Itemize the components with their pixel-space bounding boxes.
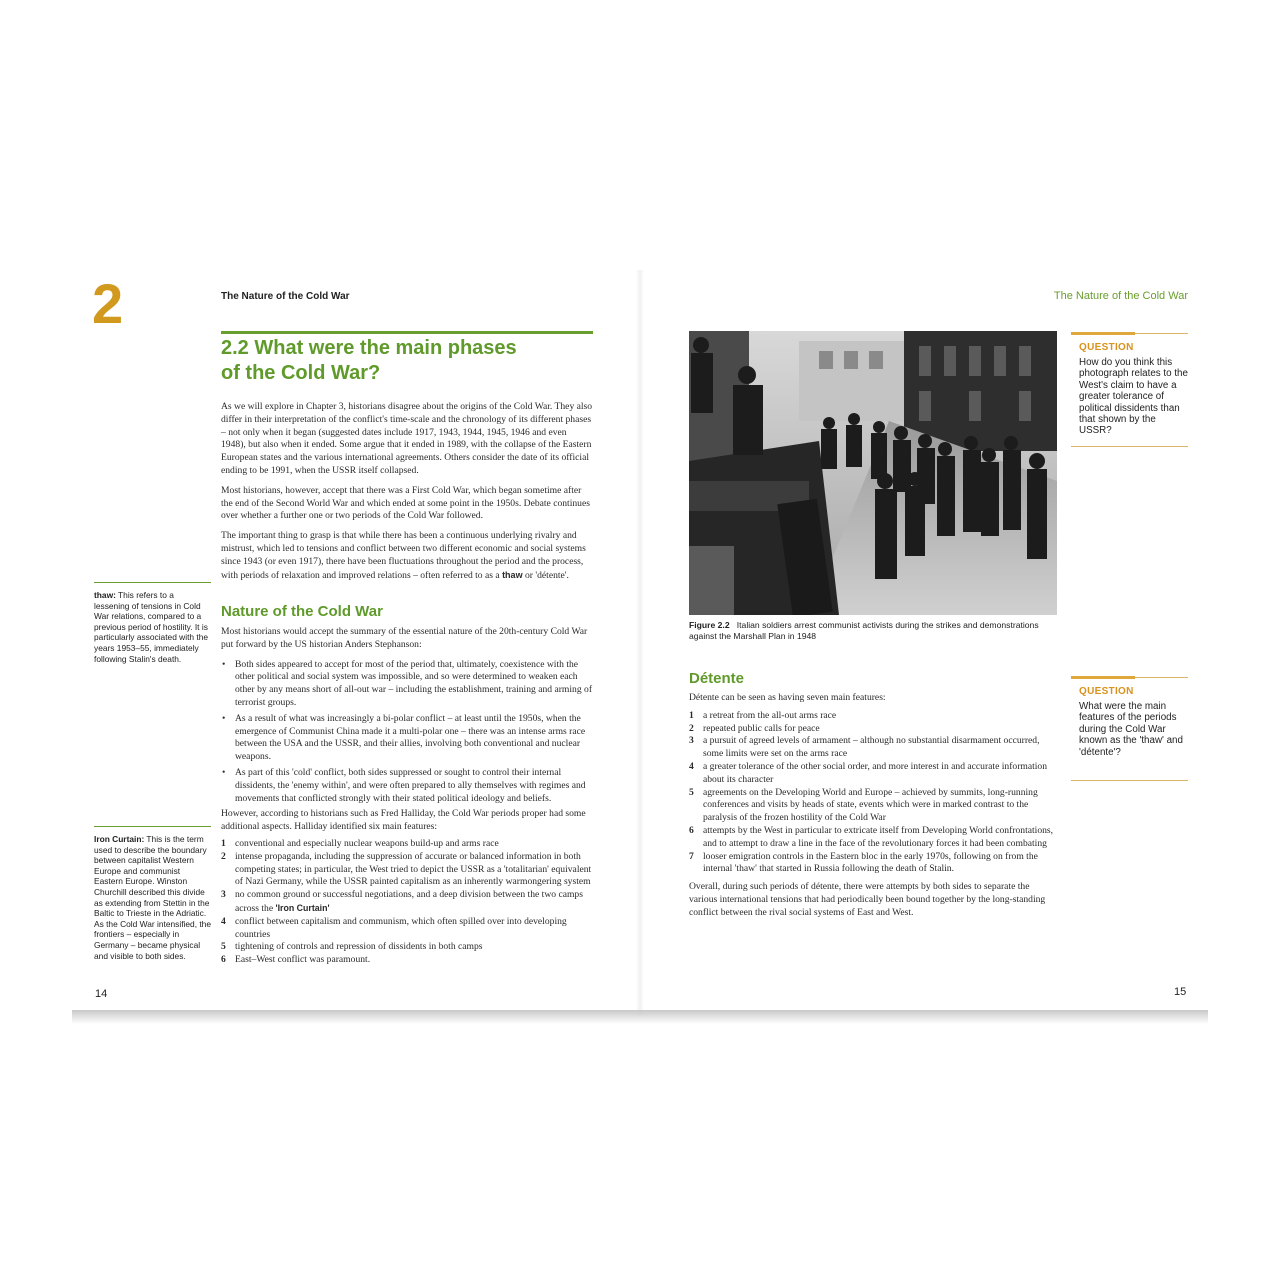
question-heading: QUESTION [1079,686,1134,697]
list-number: 7 [689,850,694,862]
list-text: repeated public calls for peace [703,722,820,734]
paragraph: As we will explore in Chapter 3, historians disagree about the origins of the Cold War. They also differ in their interpretation of the conflict's time-scale and the chronology of its different phases – not only when it began (suggested dates include 1917, 1943, 1944, 1945, 1946 and even 1948), but also when it ended. Some argue that it ended in 1989, with the collapse of the Eastern European states and the various international agreements. Others consider the date of its official ending to be 1991, when the USSR itself collapsed. [221,401,593,476]
list-item [221,838,593,851]
note-term: Iron Curtain: [94,834,145,844]
question-heading: QUESTION [1079,342,1134,353]
list-item [221,851,593,889]
note-rule [94,582,211,583]
page-bottom-shadow [72,1010,1208,1024]
list-number: 1 [689,709,694,721]
question-text: How do you think this photograph relates to the West's claim to have a greater tolerance of political dissidents than that shown by the USSR? [1079,357,1188,437]
figure-label: Figure 2.2 [689,620,730,630]
question-bar [1071,332,1135,335]
list-text: tightening of controls and repression of dissidents in both camps [235,941,483,953]
running-head-right: The Nature of the Cold War [1053,290,1188,302]
list-text: intense propaganda, including the suppression of accurate or balanced information in both competing states; in particular, the West tried to depict the USSR as a 'totalitarian' equivalent of Nazi Germany, while the USSR painted capitalism as an inherently warmongering system [235,850,592,888]
list-item [221,916,593,942]
intro-text [221,401,593,589]
detente-intro: Détente can be seen as having seven main features: [689,692,886,703]
bullet-list [221,659,593,806]
list-number: 6 [221,954,226,966]
list-text: looser emigration controls in the Eastern bloc in the early 1970s, following on from the internal 'thaw' that started in Russia following the death of Stalin. [703,850,1038,875]
photo-illustration [689,331,1057,615]
list-item [689,851,1059,877]
page-number-left: 14 [95,988,108,1000]
list-item [689,710,1059,723]
bullet-item: • Both sides appeared to accept for most of the period that, ultimately, coexistence with the other political and social system was impossible, and so were determined to weaken each other by any means short of all-out war – including the establishment, training and arming of terrorist groups. [221,659,593,710]
thaw-tail: or 'détente'. [522,569,569,581]
list-item [689,735,1059,761]
list-number: 4 [221,915,226,927]
bullet-item: • As a result of what was increasingly a bi-polar conflict – at least until the 1950s, when the emergence of Communist China made it a multi-polar one – there was an intense arms race between the USA and the USSR, and their allies, involving both conventional and nuclear weapons. [221,713,593,764]
list-text: East–West conflict was paramount. [235,954,371,966]
note-text: This refers to a lessening of tensions in Cold War relations, compared to a previous period of hostility. It is particularly associated with the years 1953–55, immediately following Stalin's death. [94,590,209,664]
section-title-line1: 2.2 What were the main phases [221,337,517,359]
list-item [689,761,1059,787]
paragraph: Most historians, however, accept that there was a First Cold War, which began sometime after the end of the Second World War and which ended at some point in the 1950s. Debate continues over whether a further one or two periods of the Cold War followed. [221,484,590,522]
list-item [689,825,1059,851]
list-text: no common ground or successful negotiations, and a deep division between the two camps across the [235,889,583,914]
list-item [221,889,593,916]
halliday-list [221,838,593,967]
list-number: 1 [221,837,226,849]
nature-section [221,626,593,967]
section-title-line2: of the Cold War? [221,362,381,384]
bullet-item: • As part of this 'cold' conflict, both sides suppressed or sought to control their internal dissidents, the 'enemy within', and were often prepared to ally themselves with regimes and movements that conflicted strongly with their stated political ideology and beliefs. [221,767,593,805]
list-number: 3 [221,889,226,901]
list-item [689,723,1059,736]
question-body [1071,678,1188,758]
list-number: 6 [689,824,694,836]
iron-curtain-term: 'Iron Curtain' [275,902,330,913]
figure-photo [689,331,1057,615]
list-text: attempts by the West in particular to extricate itself from Developing World confrontations, and to attempt to draw a line in the face of the revolutionary forces it had been combating [703,824,1054,849]
chapter-number: 2 [92,272,124,335]
note-rule [94,826,211,827]
section-title [221,336,593,386]
title-rule [221,331,593,334]
list-text: a retreat from the all-out arms race [703,709,837,721]
figure-caption [689,620,1061,642]
list-text: a greater tolerance of the other social order, and more interest in and accurate information about its character [703,760,1048,785]
running-head-left: The Nature of the Cold War [221,291,350,302]
list-text: conventional and especially nuclear weapons build-up and arms race [235,837,499,849]
list-text: agreements on the Developing World and Europe – achieved by summits, long-running conferences and visits by heads of state, events which were in marked contrast to the paralysis of the frozen hostility of the Cold War [703,786,1038,824]
margin-note-iron-curtain [94,834,211,961]
list-text: a pursuit of agreed levels of armament – although no substantial disarmament occurred, some limits were set on the arms race [703,735,1040,760]
paragraph-text: The important thing to grasp is that while there has been a continuous underlying rivalry and mistrust, which led to tensions and conflict between two different economic and social systems since 1943 (or even 1917), there have been fluctuations throughout the period and the process, with periods of relaxation and improved relations – often referred to as a [221,530,586,581]
question-body [1071,334,1188,437]
question-box-1 [1071,333,1188,447]
detente-closing: Overall, during such periods of détente, there were attempts by both sides to separate the various international tensions that had periodically been bound together by the long-standing conflict between the rival social systems of East and West. [689,881,1046,918]
subhead-detente: Détente [689,670,745,687]
margin-note-thaw [94,590,211,664]
list-number: 5 [689,786,694,798]
nature-intro: Most historians would accept the summary of the essential nature of the 20th-century Cold War put forward by the US historian Anders Stephanson: [221,626,588,650]
note-term: thaw: [94,590,116,600]
list-number: 2 [689,722,694,734]
list-number: 3 [689,735,694,747]
caption-text: Italian soldiers arrest communist activists during the strikes and demonstrations against the Marshall Plan in 1948 [689,620,1039,641]
list-number: 4 [689,760,694,772]
list-number: 2 [221,850,226,862]
note-text: This is the term used to describe the boundary between capitalist Western Europe and communist Eastern Europe. Winston Churchill described this divide as extending from Stettin in the Baltic to Trieste in the Adriatic. As the Cold War intensified, the frontiers – especially in Germany – became physical and visible to both sides. [94,834,211,961]
list-item [221,954,593,967]
detente-section [689,692,1059,927]
detente-list [689,710,1059,876]
paragraph [221,530,593,582]
question-bar [1071,676,1135,679]
subhead-nature: Nature of the Cold War [221,603,383,620]
thaw-term: thaw [502,569,523,580]
list-item [221,941,593,954]
list-number: 5 [221,941,226,953]
list-text: conflict between capitalism and communism, which often spilled over into developing countries [235,915,567,940]
book-gutter [636,270,644,1015]
question-box-2 [1071,677,1188,781]
after-bullets: However, according to historians such as Fred Halliday, the Cold War periods proper had some additional aspects. Halliday identified six main features: [221,808,586,833]
list-item [689,787,1059,825]
question-text: What were the main features of the periods during the Cold War known as the 'thaw' and 'détente'? [1079,701,1183,758]
page-number-right: 15 [1174,986,1187,998]
